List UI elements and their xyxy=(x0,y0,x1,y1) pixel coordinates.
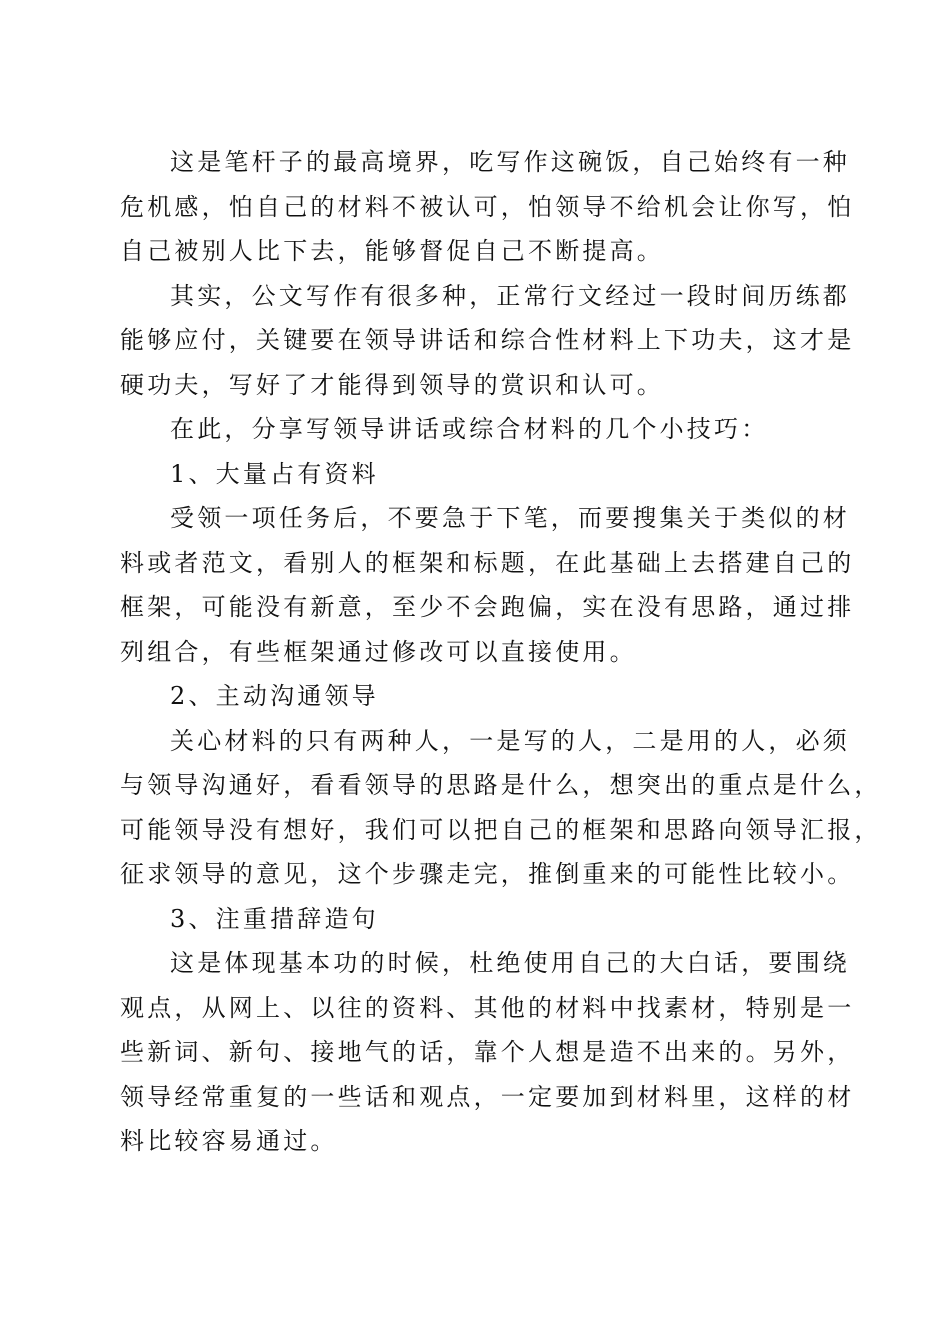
paragraph-line: 受领一项任务后，不要急于下笔，而要搜集关于类似的材 xyxy=(170,504,850,532)
paragraph-line: 料比较容易通过。 xyxy=(120,1127,338,1155)
paragraph-line: 些新词、新句、接地气的话，靠个人想是造不出来的。另外， xyxy=(120,1038,855,1066)
paragraph-line: 自己被别人比下去，能够督促自己不断提高。 xyxy=(120,237,664,265)
paragraph-line: 在此，分享写领导讲话或综合材料的几个小技巧： xyxy=(170,415,769,443)
paragraph-line: 其实，公文写作有很多种，正常行文经过一段时间历练都 xyxy=(170,282,850,310)
paragraph-line: 这是笔杆子的最高境界，吃写作这碗饭，自己始终有一种 xyxy=(170,148,850,176)
paragraph-line: 料或者范文，看别人的框架和标题，在此基础上去搭建自己的 xyxy=(120,549,855,577)
section-heading: 1、大量占有资料 xyxy=(170,460,379,488)
paragraph-line: 关心材料的只有两种人，一是写的人，二是用的人，必须 xyxy=(170,727,850,755)
paragraph-line: 硬功夫，写好了才能得到领导的赏识和认可。 xyxy=(120,371,664,399)
paragraph-line: 可能领导没有想好，我们可以把自己的框架和思路向领导汇报， xyxy=(120,816,882,844)
paragraph-line: 与领导沟通好，看看领导的思路是什么，想突出的重点是什么， xyxy=(120,771,882,799)
paragraph-line: 这是体现基本功的时候，杜绝使用自己的大白话，要围绕 xyxy=(170,949,850,977)
paragraph-line: 领导经常重复的一些话和观点，一定要加到材料里，这样的材 xyxy=(120,1083,855,1111)
section-heading: 2、主动沟通领导 xyxy=(170,682,379,710)
paragraph-line: 列组合，有些框架通过修改可以直接使用。 xyxy=(120,638,637,666)
paragraph-line: 观点，从网上、以往的资料、其他的材料中找素材，特别是一 xyxy=(120,994,855,1022)
paragraph-line: 能够应付，关键要在领导讲话和综合性材料上下功夫，这才是 xyxy=(120,326,855,354)
paragraph-line: 危机感，怕自己的材料不被认可，怕领导不给机会让你写，怕 xyxy=(120,193,855,221)
section-heading: 3、注重措辞造句 xyxy=(170,905,379,933)
paragraph-line: 框架，可能没有新意，至少不会跑偏，实在没有思路，通过排 xyxy=(120,593,855,621)
paragraph-line: 征求领导的意见，这个步骤走完，推倒重来的可能性比较小。 xyxy=(120,860,855,888)
